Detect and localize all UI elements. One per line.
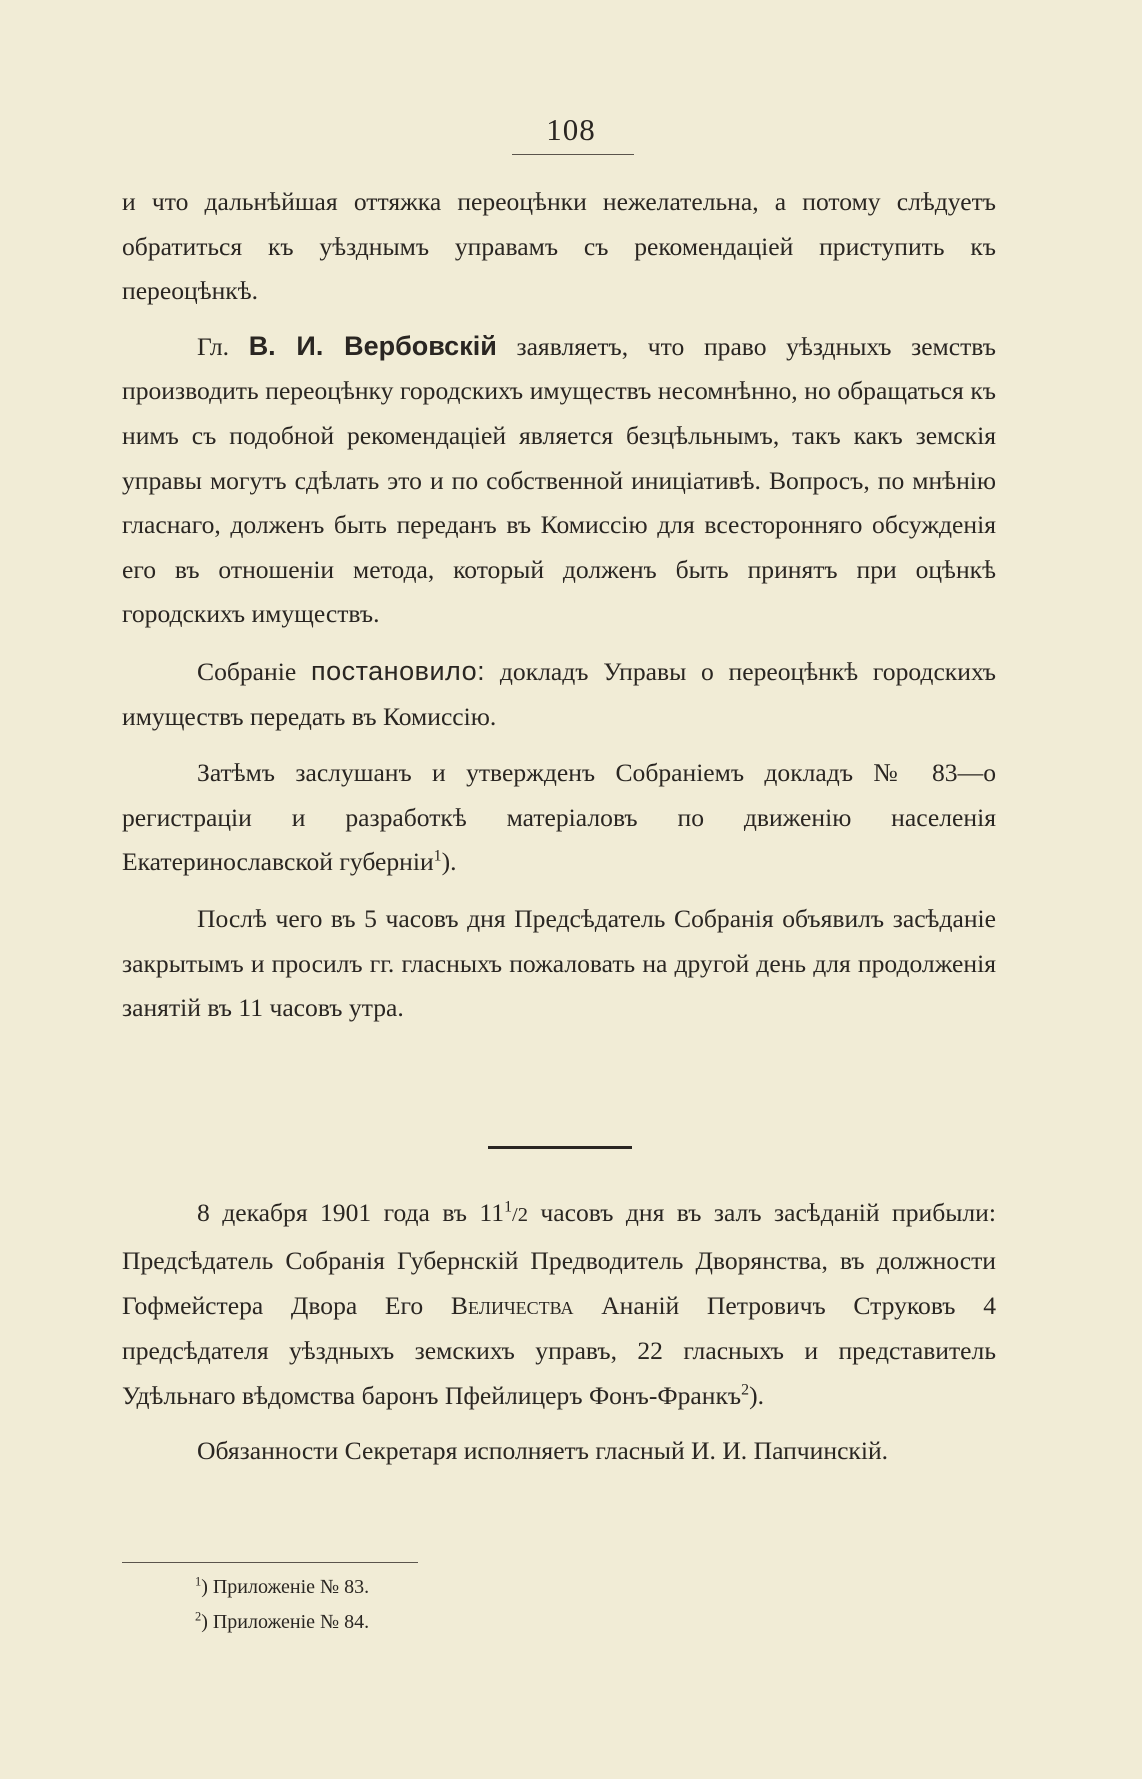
footnotes bbox=[195, 1570, 895, 1640]
paragraph-continuation: и что дальнѣйшая оттяжка переоцѣнки нежелательна, а потому слѣдуетъ обратиться къ уѣзднымъ управамъ съ рекомендаціей приступить къ переоцѣнкѣ. bbox=[122, 187, 996, 306]
footnote-1 bbox=[195, 1570, 895, 1605]
footnote-2 bbox=[195, 1605, 895, 1640]
paragraph-report-83 bbox=[122, 751, 996, 885]
footnote-mark: 2 bbox=[195, 1609, 202, 1624]
session-attendees-rest: Ананій Петровичъ Струковъ 4 предсѣдателя уѣздныхъ земскихъ управъ, 22 гласныхъ и представитель Удѣльнаго вѣдомства баронъ Пфейлицеръ Фонъ-Франкъ bbox=[122, 1291, 996, 1410]
speaker-statement: заявляетъ, что право уѣздныхъ земствъ производить переоцѣнку городскихъ имуществъ несомнѣнно, но обращаться къ нимъ съ подобной рекомендаціей является безцѣльнымъ, такъ какъ земскія управы могутъ сдѣлать это и по собственной иниціативѣ. Вопросъ, по мнѣнію гласнаго, долженъ быть переданъ въ Комиссію для всесторонняго обсужденія его въ отношеніи метода, который долженъ быть принятъ при оцѣнкѣ городскихъ имуществъ. bbox=[122, 331, 996, 629]
paragraph-secretary: Обязанности Секретаря исполняетъ гласный И. И. Папчинскій. bbox=[197, 1436, 889, 1465]
resolution-text: докладъ Управы о переоцѣнкѣ городскихъ имуществъ передать въ Комиссію. bbox=[122, 656, 996, 731]
session-text bbox=[122, 1190, 996, 1473]
session-attendees: часовъ дня въ залъ засѣданій прибыли: Предсѣдатель Собранія Губернскій Предводитель Дворянства, въ должности Гофмейстера Двора Его bbox=[122, 1198, 996, 1320]
footnote-text: ) Приложеніе № 84. bbox=[201, 1611, 370, 1633]
footnote-ref: 2 bbox=[741, 1381, 750, 1399]
report-end: ). bbox=[441, 847, 457, 877]
footnote-rule bbox=[122, 1562, 418, 1563]
page-number: 108 bbox=[546, 112, 596, 147]
report-text: Затѣмъ заслушанъ и утвержденъ Собраніемъ докладъ № 83—о регистраціи и разработкѣ матеріаловъ по движенію населенія Екатеринославской губерніи bbox=[122, 758, 996, 877]
page-number-rule bbox=[512, 154, 634, 155]
footnote-text: ) Приложеніе № 83. bbox=[201, 1576, 370, 1598]
main-text bbox=[122, 180, 996, 1031]
majesty-title: Величества bbox=[450, 1291, 574, 1320]
paragraph-resolution bbox=[122, 649, 996, 739]
section-divider bbox=[488, 1146, 632, 1149]
fraction-denominator: /2 bbox=[512, 1204, 528, 1226]
resolution-subject: Собраніе bbox=[197, 656, 297, 686]
footnote-ref: 1 bbox=[433, 847, 442, 865]
footnote-mark: 1 bbox=[195, 1574, 202, 1589]
speaker-prefix: Гл. bbox=[197, 331, 230, 361]
paragraph-session-opening bbox=[122, 1190, 996, 1418]
session-end: ). bbox=[749, 1381, 765, 1410]
speaker-name: В. И. Вербовскій bbox=[248, 330, 497, 361]
paragraph-verbovsky bbox=[122, 324, 996, 637]
resolution-keyword: постановило: bbox=[310, 655, 486, 686]
paragraph-closing: Послѣ чего въ 5 часовъ дня Предсѣдатель Собранія объявилъ засѣданіе закрытымъ и просилъ гг. гласныхъ пожаловать на другой день для продолженія занятій въ 11 часовъ утра. bbox=[122, 903, 996, 1023]
fraction-numerator: 1 bbox=[504, 1198, 513, 1216]
session-date: 8 декабря 1901 года въ 11 bbox=[197, 1198, 505, 1227]
